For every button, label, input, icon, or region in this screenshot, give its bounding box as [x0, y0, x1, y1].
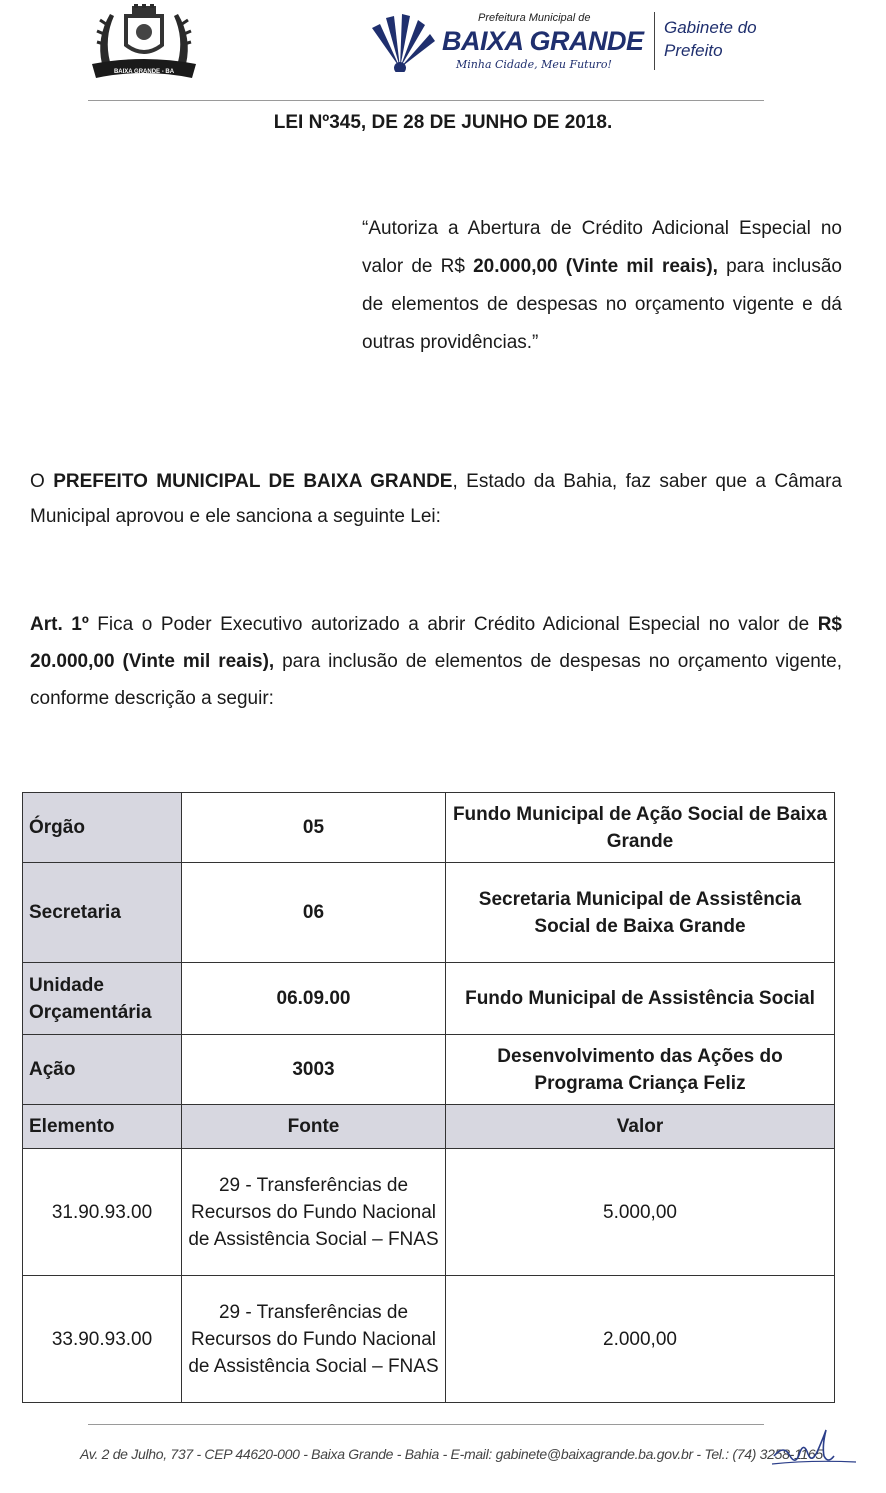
table-row [23, 1149, 835, 1276]
preamble-text-1: O [30, 471, 54, 492]
table-row [23, 1035, 835, 1105]
amount-value: 5.000,00 [446, 1149, 835, 1276]
table-header-row [23, 1105, 835, 1149]
article-1-label: Art. 1º [30, 614, 89, 635]
brand-slogan: Minha Cidade, Meu Futuro! [456, 58, 612, 71]
row-label: Órgão [23, 793, 182, 863]
law-title: LEI Nº345, DE 28 DE JUNHO DE 2018. [273, 112, 613, 133]
cabinet-line-2: Prefeito [664, 41, 723, 60]
header-source: Fonte [182, 1105, 446, 1149]
table-row [23, 863, 835, 963]
law-summary [362, 210, 842, 362]
summary-amount: 20.000,00 (Vinte mil reais), [473, 256, 718, 277]
row-description: Fundo Municipal de Ação Social de Baixa Grande [446, 793, 835, 863]
row-code: 3003 [182, 1035, 446, 1105]
preamble [30, 464, 842, 534]
header-divider [88, 100, 764, 101]
row-label: Unidade Orçamentária [23, 963, 182, 1035]
row-label: Secretaria [23, 863, 182, 963]
table-row [23, 1276, 835, 1403]
municipal-coat-of-arms [88, 4, 200, 82]
row-description: Fundo Municipal de Assistência Social [446, 963, 835, 1035]
article-1-text-1: Fica o Poder Executivo autorizado a abrir Crédito Adicional Especial no valor de [88, 614, 818, 635]
source-description: 29 - Transferências de Recursos do Fundo Nacional de Assistência Social – FNAS [182, 1149, 446, 1276]
cabinet-line-1: Gabinete do [664, 18, 757, 37]
header-value: Valor [446, 1105, 835, 1149]
article-1-text-2: para inclusão de elementos de despesas no orçamento vigente, conforme descrição a seguir: [30, 651, 842, 709]
row-code: 06 [182, 863, 446, 963]
row-description: Desenvolvimento das Ações do Programa Criança Feliz [446, 1035, 835, 1105]
brand-name: BAIXA GRANDE [442, 26, 644, 56]
element-code: 31.90.93.00 [23, 1149, 182, 1276]
summary-text-1: “Autoriza a Abertura de Crédito Adicional Especial no valor de R$ [362, 218, 842, 277]
header-element: Elemento [23, 1105, 182, 1149]
cabinet-label [664, 16, 784, 62]
article-1 [30, 606, 842, 717]
signature-mark [770, 1426, 860, 1472]
brand-prefix: Prefeitura Municipal de [478, 12, 591, 24]
row-label: Ação [23, 1035, 182, 1105]
article-1-amount: R$ 20.000,00 (Vinte mil reais), [30, 614, 842, 672]
element-code: 33.90.93.00 [23, 1276, 182, 1403]
summary-text-2: para inclusão de elementos de despesas no orçamento vigente e dá outras providências.” [362, 256, 843, 353]
row-code: 06.09.00 [182, 963, 446, 1035]
row-code: 05 [182, 793, 446, 863]
svg-text:BAIXA GRANDE - BA: BAIXA GRANDE - BA [113, 69, 175, 75]
footer-address: Av. 2 de Julho, 737 - CEP 44620-000 - Baixa Grande - Bahia - E-mail: gabinete@baixagrande.ba.gov.br - Tel.: (74) 3258-1165 [80, 1446, 823, 1462]
sunburst-logo-icon [362, 8, 438, 72]
table-row [23, 793, 835, 863]
source-description: 29 - Transferências de Recursos do Fundo Nacional de Assistência Social – FNAS [182, 1276, 446, 1403]
footer-divider [88, 1424, 764, 1425]
preamble-mayor: PREFEITO MUNICIPAL DE BAIXA GRANDE [53, 471, 453, 492]
header-separator [654, 12, 655, 70]
preamble-text-2: , Estado da Bahia, faz saber que a Câmara Municipal aprovou e ele sanciona a seguinte Lei: [30, 471, 842, 527]
budget-table [22, 792, 835, 1403]
row-description: Secretaria Municipal de Assistência Social de Baixa Grande [446, 863, 835, 963]
table-row [23, 963, 835, 1035]
city-logo [362, 8, 662, 72]
amount-value: 2.000,00 [446, 1276, 835, 1403]
